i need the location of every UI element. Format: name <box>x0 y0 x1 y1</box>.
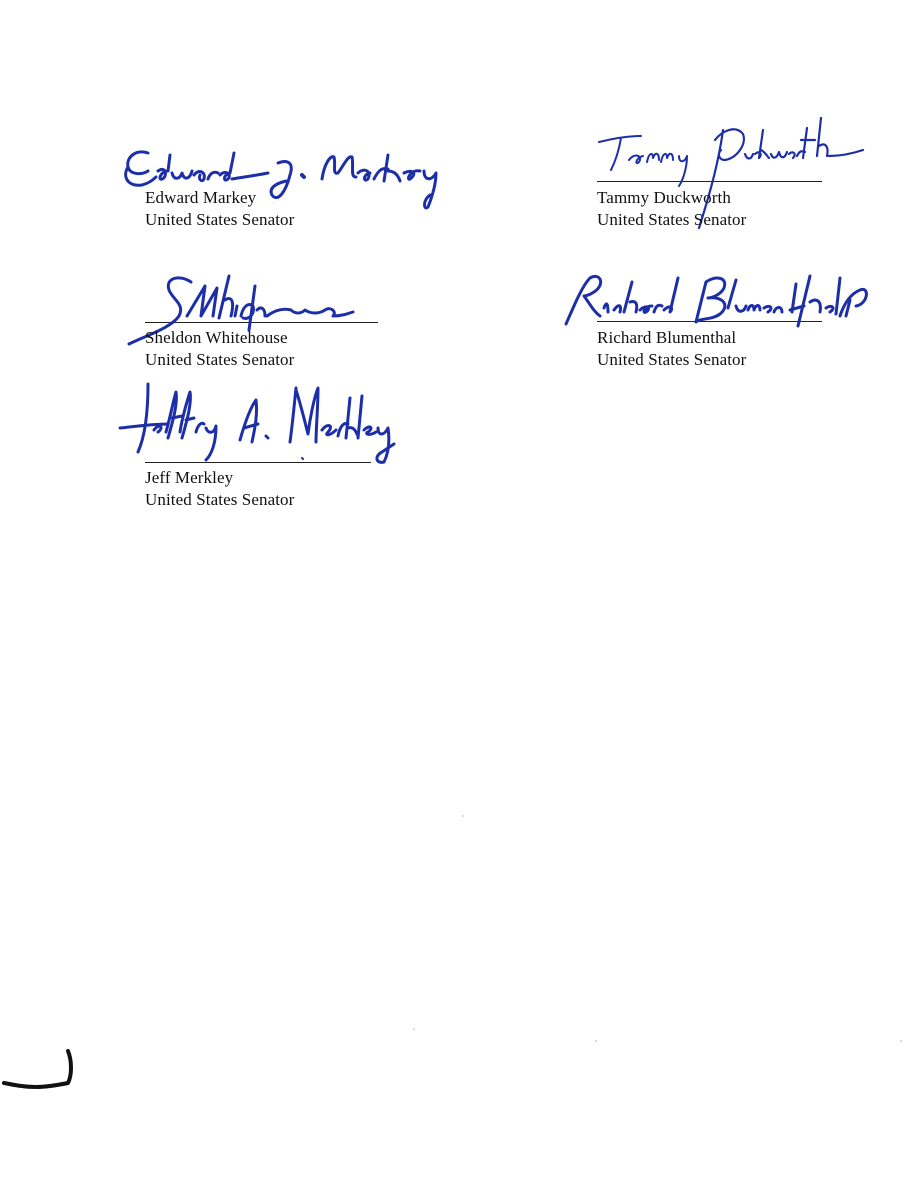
scan-speck <box>462 815 464 817</box>
signature-blumenthal <box>560 266 880 336</box>
signatory-name: Tammy Duckworth <box>597 188 731 207</box>
corner-bracket-mark-icon <box>0 1045 80 1095</box>
signatory-title: United States Senator <box>597 210 747 229</box>
signatory-name: Edward Markey <box>145 188 257 207</box>
signatory-title: United States Senator <box>145 210 295 229</box>
scan-speck <box>900 1040 902 1042</box>
signatory-name: Richard Blumenthal <box>597 328 737 347</box>
signatory-title: United States Senator <box>145 490 295 509</box>
signature-merkley <box>118 378 408 468</box>
signatory-title: United States Senator <box>145 350 295 369</box>
scan-speck <box>595 1040 597 1042</box>
signatory-name: Jeff Merkley <box>145 468 234 487</box>
signatory-name: Sheldon Whitehouse <box>145 328 288 347</box>
signatory-title: United States Senator <box>597 350 747 369</box>
scan-speck <box>413 1028 415 1030</box>
